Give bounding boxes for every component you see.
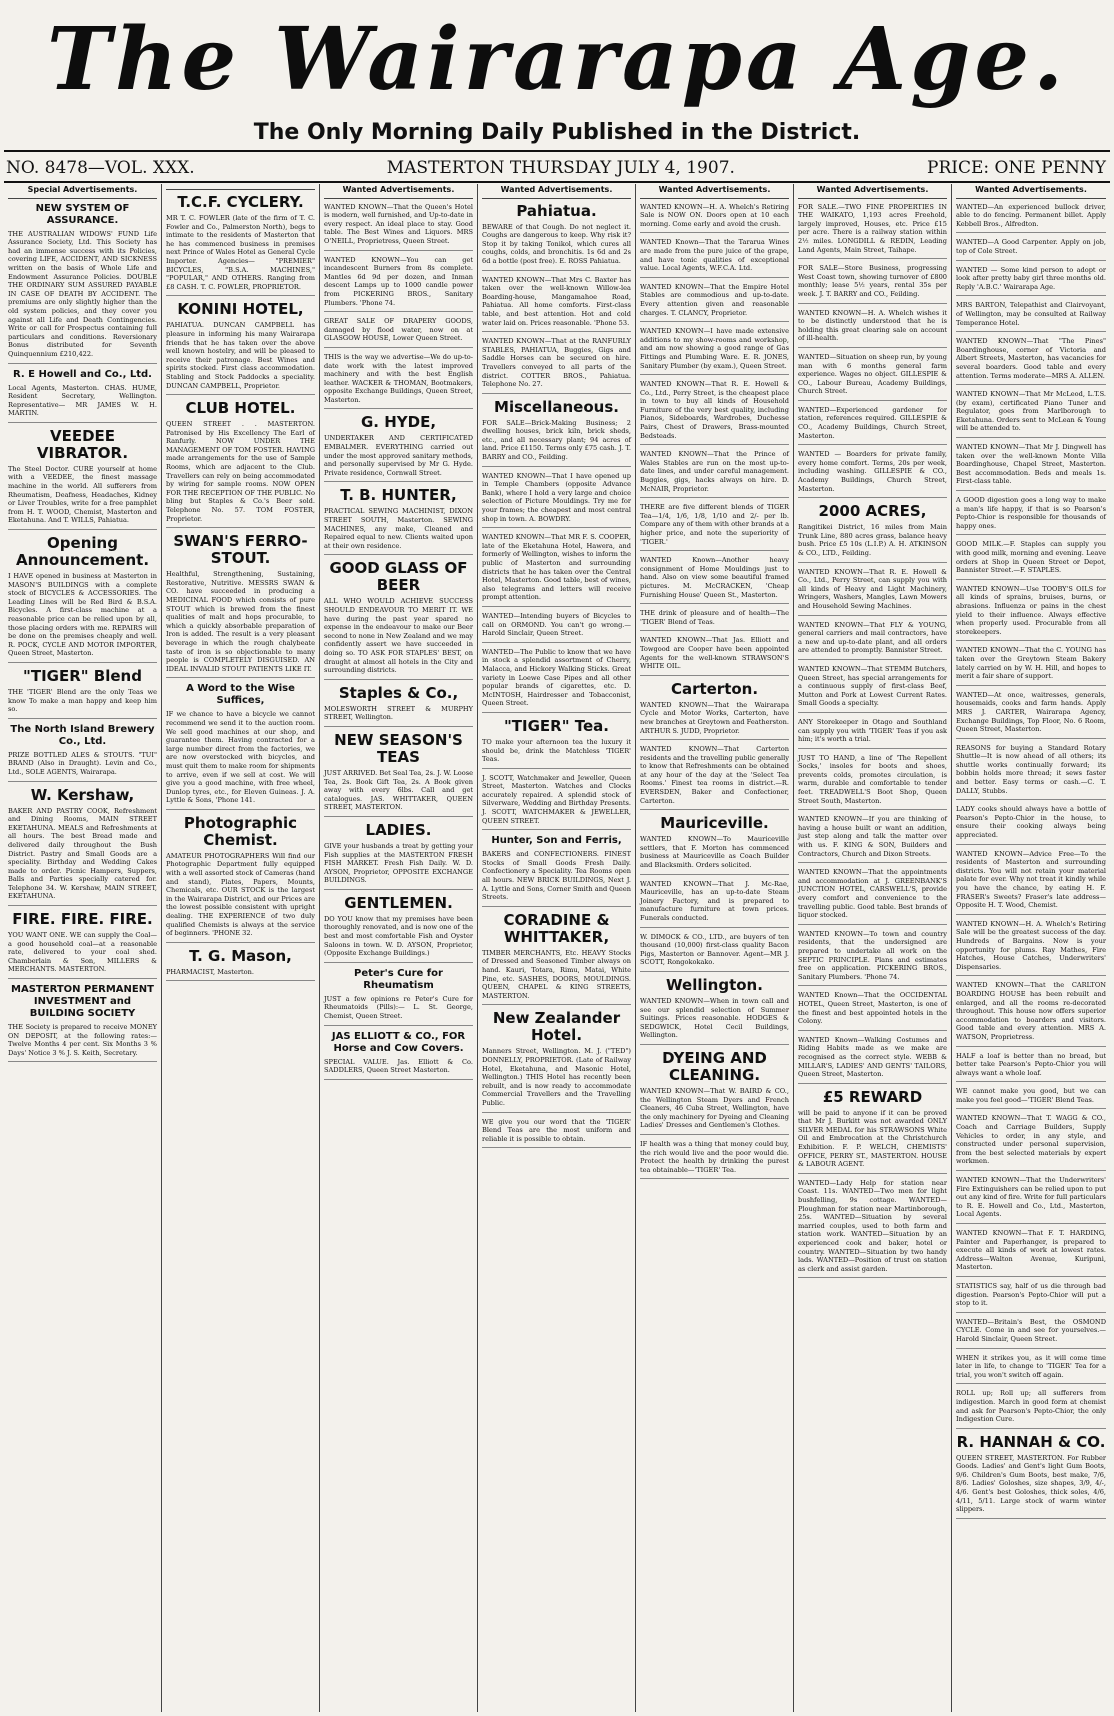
advertisement-title: W. Kershaw,: [30, 785, 135, 804]
rule-bottom: [4, 181, 1110, 183]
column-heading: Wanted Advertisements.: [324, 184, 473, 199]
advertisement-body: WANTED KNOWN—H. A. Whelch's Retiring Sale is NOW ON. Doors open at 10 each morning. Come early and avoid the crush.: [640, 202, 789, 228]
advertisement-body: WANTED KNOWN—You can get incandescent Burners from 8s complete. Mantles 6d 9d per dozen, and Inman descent Lamps up to 1000 candle power from PICKERING BROS., Sanitary Plumbers. 'Phone 74.: [324, 255, 473, 307]
advertisement-title: DYEING AND CLEANING.: [662, 1048, 767, 1084]
advertisement-title: Staples & Co.,: [338, 683, 459, 702]
advertisement-body: BAKERS and CONFECTIONERS. FINEST Stocks of Small Goods Fresh Daily. Confectionery a Speciality. Tea Rooms open all hours. NEW BRICK BUILDINGS, Next J. A. Lyttle and Sons, Corner Smith and Queen Streets.: [482, 850, 631, 902]
column-heading: Wanted Advertisements.: [798, 184, 947, 199]
advertisement: [956, 646, 1106, 685]
advertisement: [640, 450, 789, 498]
column-heading: [166, 184, 315, 190]
advertisement-body: WANTED KNOWN—That the appointments and accommodation at J. GREENBANK'S JUNCTION HOTEL, CARSWELL'S, provide every comfort and convenience to the travelling public. Good table. Best brands of liquor stocked.: [798, 868, 947, 920]
advertisement: [324, 895, 473, 963]
advertisement-body: WANTED KNOWN—That F. T. HARDING, Painter and Paperhanger, is prepared to execute all kinds of work at lowest rates. Address—Walton Avenue, Kuripuni, Masterton.: [956, 1229, 1106, 1272]
advertisement: [640, 238, 789, 277]
advertisement-body: TIMBER MERCHANTS, Etc. HEAVY Stocks of Dressed and Seasoned Timber always on hand. Kauri, Totara, Rimu, Matai, White Pine, etc. SASHES, DOORS, MOULDINGS. QUEEN, CHAPEL & KING STREETS, MASTERTON.: [482, 948, 631, 1000]
advertisement: [324, 968, 473, 1026]
advertisement: [324, 732, 473, 817]
advertisement: [798, 754, 947, 811]
advertisement-body: QUEEN STREET . . MASTERTON. Patronised by His Excellency The Earl of Ranfurly. NOW UNDER THE MANAGEMENT OF TOM FOSTER. HAVING made arrangements for the use of Sample Rooms, which are adjacent to the Club. Travellers can rely on being accommodated by wiring for sample rooms. NOW OPEN FOR THE RECEPTION OF THE PUBLIC. No bling but Staples & Co.'s Beer sold. Telephone No. 57. TOM FOSTER, Proprietor.: [166, 420, 315, 523]
advertisement: [482, 399, 631, 467]
advertisement: [798, 503, 947, 562]
advertisement: [8, 668, 157, 719]
advertisement: [324, 822, 473, 890]
advertisement: [798, 264, 947, 303]
advertisement-body: The Steel Doctor. CURE yourself at home with a VEEDEE, the finest massage machine in the world. All sufferers from Rheumatism, Deafness, Headaches, Kidney or Liver Troubles, write for a free pamphlet from H. T. WOOD, Chemist, Masterton and Eketahuna. And T. WILLS, Pahiatua.: [8, 464, 157, 525]
advertisement: [640, 815, 789, 874]
advertisement: [482, 533, 631, 607]
advertisement-body: WANTED KNOWN—That J. Mc-Rae, Mauriceville, has an up-to-date Steam Joinery Factory, and is prepared to manufacture furniture at town prices. Funerals conducted.: [640, 879, 789, 922]
advertisement-body: WANTED KNOWN—H. A. Whelch wishes it to be distinctly understood that he is holding this great clearing sale on account of ill-health.: [798, 308, 947, 343]
advertisement-title: R. HANNAH & CO.: [956, 1432, 1106, 1451]
advertisement: [166, 194, 315, 296]
column-3: [320, 184, 478, 1712]
advertisement-body: WANTED KNOWN—That R. E. Howell & Co., Ltd., Perry Street, is the cheapest place in town to buy all kinds of Household Furniture of the very best quality, including Pianos, Sideboards, Wardrobes, Duchesse Pairs, Chest of Drawers, Brass-mounted Bedsteads.: [640, 380, 789, 440]
advertisement: [640, 745, 789, 810]
advertisement-body: WANTED KNOWN—That the Prince of Wales Stables are run on the most up-to-date lines, and under careful management. Buggies, gigs, hacks always on hire. D. McNAIR, Proprietor.: [640, 450, 789, 493]
advertisement-title: Peter's Cure for Rheumatism: [354, 967, 443, 991]
advertisement: [482, 835, 631, 907]
advertisement-body: PRIZE BOTTLED ALES & STOUTS. "TUI" BRAND (Also in Draught). Levin and Co., Ltd., SOLE AGENTS, Wairarapa.: [8, 750, 157, 776]
advertisement: [956, 301, 1106, 332]
columns: [4, 184, 1110, 1712]
column-heading: Wanted Advertisements.: [482, 184, 631, 199]
advertisement: [798, 203, 947, 260]
advertisement-title: JAS ELLIOTT & CO., FOR Horse and Cow Covers.: [331, 1030, 466, 1054]
column-7: [952, 184, 1110, 1712]
advertisement-title: T. G. Mason,: [189, 946, 292, 965]
column-heading: Special Advertisements.: [8, 184, 157, 199]
advertisement-title: New Zealander Hotel.: [492, 1009, 621, 1045]
advertisement: [956, 1229, 1106, 1277]
advertisement-title: FIRE. FIRE. FIRE.: [12, 910, 153, 929]
advertisement-body: WANTED KNOWN—That I have opened up in Temple Chambers (opposite Advance Bank), where I hold a very large and choice selection of Picture Mouldings. Try me for your frames; the cheapest and most central shop in town. A. BOWDRY.: [482, 471, 631, 523]
advertisement-body: A GOOD digestion goes a long way to make a man's life happy, if that is so Pearson's Pepto-Chior is responsible for thousands of happy ones.: [956, 496, 1106, 530]
advertisement-body: THE 'TIGER' Blend are the only Teas we know To make a man happy and keep him so.: [8, 687, 157, 714]
advertisement: [956, 203, 1106, 234]
advertisement-body: WANTED KNOWN—That the Queen's Hotel is modern, well furnished, and Up-to-date in every respect. An ideal place to stay. Good table. The Best Wines and Liquors. MRS O'NEILL, Proprietress, Queen Street.: [324, 202, 473, 245]
advertisement-title: Carterton.: [670, 679, 759, 698]
advertisement-body: TO make your afternoon tea the luxury it should be, drink the Matchless 'TIGER' Teas.: [482, 737, 631, 764]
advertisement-body: WANTED Known—Walking Costumes and Riding Habits made as we make are recognised as the correct style. WEBB & MILLAR'S, LADIES' AND GENTS' TAILORS, Queen Street, Masterton.: [798, 1035, 947, 1079]
advertisement-body: WANTED KNOWN—That the Empire Hotel Stables are commodious and up-to-date. Every attention given and reasonable charges. T. CLANCY, Proprietor.: [640, 282, 789, 317]
advertisement: [324, 560, 473, 679]
advertisement-body: J. SCOTT, Watchmaker and Jeweller, Queen Street, Masterton. Watches and Clocks accurately repaired. A splendid stock of Silverware, Wedding and Birthday Presents. J. SCOTT, WATCHMAKER & JEWELLER, QUEEN STREET.: [482, 773, 631, 825]
advertisement: [956, 981, 1106, 1046]
advertisement-body: WANTED KNOWN—That Mr McLeod, L.T.S. (by exam), certificated Piano Tuner and Regulator, goes from Marlborough to Eketahuna. Orders sent to McLean & Young will be attended to.: [956, 390, 1106, 433]
advertisement-title: The North Island Brewery Co., Ltd.: [10, 723, 155, 747]
advertisement-body: WANTED KNOWN—Use TOOBY'S OILS for all kinds of sprains, bruises, burns, or abrasions. Influenza or pains in the chest yield to their influence. Always effective when properly used. Procurable from all storekeepers.: [956, 584, 1106, 636]
advertisement: [640, 880, 789, 928]
dateline: MASTERTON THURSDAY JULY 4, 1907.: [386, 158, 735, 178]
advertisement: [956, 1114, 1106, 1171]
advertisement: [956, 443, 1106, 491]
advertisement-body: WANTED KNOWN—Advice Free—To the residents of Masterton and surrounding districts. You will not retain your material palate for ever. Why not treat it kindly while you have the chance, by eating H. F. FRASER's Sweets? Fraser's late address—Opposite H. T. Wood, Chemist.: [956, 849, 1106, 910]
advertisement-body: Local Agents, Masterton. CHAS. HUME, Resident Secretary, Wellington. Representative— MR JAMES W. H. MARTIN.: [8, 383, 157, 418]
advertisement-body: WANTED KNOWN—That the Underwriters' Fire Extinguishers can be relied upon to put out any kind of fire. Write for full particulars to R. E. Howell and Co., Ltd., Masterton, Local Agents.: [956, 1176, 1106, 1219]
advertisement-title: SWAN'S FERRO-STOUT.: [173, 532, 308, 568]
advertisement: [324, 256, 473, 313]
advertisement-body: IF health was a thing that money could buy, the rich would live and the poor would die. Protect the health by drinking the purest tea obtainable—'TIGER' Tea.: [640, 1139, 789, 1174]
advertisement: [166, 683, 315, 810]
advertisement-body: LADY cooks should always have a bottle of Pearson's Pepto-Chior in the house, to ensure their cooking always being appreciated.: [956, 805, 1106, 840]
advertisement-body: WANTED—An experienced bullock driver, able to do fencing. Permanent billet. Apply Kebbell Bros., Alfredton.: [956, 202, 1106, 228]
advertisement-body: WANTED KNOWN—That the Wairarapa Cycle and Motor Works, Carterton, have new branches at Greytown and Featherston. ARTHUR S. JUDD, Proprietor.: [640, 700, 789, 735]
advertisement-body: WANTED KNOWN—To Mauriceville settlers, that F. Morton has commenced business at Mauriceville as Coach Builder and Blacksmith. Orders solicited.: [640, 835, 789, 870]
advertisement: [640, 283, 789, 322]
advertisement-title: NEW SEASON'S TEAS: [334, 730, 463, 766]
advertisement-body: WANTED KNOWN—That "The Pines" Boardinghouse, corner of Victoria and Albert Streets, Masterton, has vacancies for several boarders. Good table and every attention. Terms moderate—MRS A. ALLEN.: [956, 337, 1106, 380]
advertisement-body: FOR SALE—Brick-Making Business; 2 dwelling houses, brick kiln, brick sheds, etc., and all necessary plant; 94 acres of land. Price £1150. Terms only £75 cash. J. T. BARRY and CO., Feilding.: [482, 418, 631, 462]
advertisement-body: ROLL up; Roll up; all sufferers from indigestion. March in good form at chemist and ask for Pearson's Pepto-Chior, the only Indigestion Cure.: [956, 1389, 1106, 1424]
advertisement-body: THE AUSTRALIAN WIDOWS' FUND Life Assurance Society, Ltd. This Society has had an immense success with its Policies, covering LIFE, ACCIDENT, AND SICKNESS written on the basis of Whole Life and Endowment Assurance Policies. DOUBLE THE ORDINARY SUM ASSURED PAYABLE IN CASE OF DEATH BY ACCIDENT. The premiums are only slightly higher than the old system policies, and they cover you against all Life and Death Contingencies. Write or call for Prospectus containing full particulars and conditions. Reversionary Bonus distributed for Seventh Quinquennium £210,422.: [8, 229, 157, 358]
advertisement-body: WANTED KNOWN—To town and country residents, that the undersigned are prepared to undertake all work on the SEPTIC PRINCIPLE. Plans and estimates free on application. PICKERING BROS., Sanitary Plumbers. 'Phone 74.: [798, 929, 947, 981]
issue-number: NO. 8478—VOL. XXX.: [6, 158, 195, 178]
advertisement-body: FOR SALE.—TWO FINE PROPERTIES IN THE WAIKATO, 1,193 acres Freehold, largely improved, Houses, etc. Price £15 per acre. There is a railway station within 2½ miles. LONGDILL & REDIN, Leading Land Agents, Main Street, Taihape.: [798, 202, 947, 254]
advertisement-body: GREAT SALE OF DRAPERY GOODS, damaged by flood water, now on at GLASGOW HOUSE, Lower Queen Street.: [324, 317, 473, 343]
advertisement: [956, 337, 1106, 385]
advertisement-body: WANTED—Situation on sheep run, by young man with 6 months general farm experience. Wages no object. GILLESPIE & CO., Labour Bureau, Academy Buildings, Church Street.: [798, 352, 947, 396]
advertisement-title: R. E Howell and Co., Ltd.: [13, 368, 152, 380]
advertisement-title: A Word to the Wise Suffices,: [186, 683, 295, 707]
advertisement-title: MASTERTON PERMANENT INVESTMENT and BUILDING SOCIETY: [11, 984, 154, 1020]
advertisement: [640, 380, 789, 445]
advertisement: [482, 612, 631, 643]
advertisement-body: WANTED KNOWN—That the C. YOUNG has taken over the Greytown Steam Bakery lately carried on by W. H. Hill, and hopes to merit a fair share of support.: [956, 646, 1106, 681]
advertisement: [956, 1354, 1106, 1385]
advertisement-body: YOU WANT ONE. WE can supply the Coal—a good household coal—at a reasonable rate, delivered to your coal shed. Chamberlain & Son, MILLERS & MERCHANTS. MASTERTON.: [8, 931, 157, 974]
advertisement-body: WANTED Known—That the OCCIDENTAL HOTEL, Queen Street, Masterton, is one of the finest and best appointed hotels in the Colony.: [798, 991, 947, 1026]
advertisement: [324, 203, 473, 251]
advertisement: [798, 353, 947, 401]
advertisement: [798, 718, 947, 749]
advertisement-title: "TIGER" Tea.: [503, 716, 609, 735]
column-1: [4, 184, 162, 1712]
advertisement-body: THIS is the way we advertise—We do up-to-date work with the latest improved machinery and with the best English leather. WACKER & THOMAN, Bootmakers, opposite Exchange Buildings, Queen Street, Masterton.: [324, 352, 473, 404]
advertisement: [956, 805, 1106, 844]
advertisement-body: WANTED KNOWN—That STEMM Butchers, Queen Street, has special arrangements for a continuous supply of first-class Beef, Mutton and Pork at Lowest Current Rates. Small Goods a specialty.: [798, 664, 947, 708]
advertisement-body: HALF a loaf is better than no bread, but better take Pearson's Pepto-Chior you will always want a whole loaf.: [956, 1051, 1106, 1077]
advertisement-title: G. HYDE,: [360, 413, 437, 432]
advertisement: [956, 1434, 1106, 1519]
advertisement: [798, 621, 947, 660]
advertisement-body: WE cannot make you good, but we can make you feel good—'TIGER' Blend Teas.: [956, 1087, 1106, 1104]
advertisement-body: DO YOU know that my premises have been thoroughly renovated, and is now one of the best and most comfortable Fish and Oyster Saloons in town. W. D. AYSON, Proprietor, (Opposite Exchange Buildings.): [324, 914, 473, 958]
advertisement-body: WANTED KNOWN—That R. E. Howell & Co., Ltd., Perry Street, can supply you with all kinds of Heavy and Light Machinery, Wringers, Washers, Mangles, Lawn Mowers and Household Sewing Machines.: [798, 567, 947, 610]
advertisement: [956, 1389, 1106, 1428]
advertisement: [482, 1010, 631, 1112]
advertisement-body: WANTED KNOWN—That at the RANFURLY STABLES, PAHIATUA, Buggies, Gigs and Saddle Horses can be secured on hire. Travellers conveyed to all parts of the district. COTTER BROS., Pahiatua. Telephone No. 27.: [482, 337, 631, 389]
column-2: [162, 184, 320, 1712]
advertisement-title: GOOD GLASS OF BEER: [329, 559, 468, 595]
advertisement-body: WANTED KNOWN—That the CARLTON BOARDING HOUSE has been rebuilt and enlarged, and all the rooms re-decorated throughout. This house now offers superior accommodation to boarders and visitors. Good table and every attention. MRS A. WATSON, Proprietress.: [956, 981, 1106, 1041]
advertisement-title: Mauriceville.: [660, 814, 769, 833]
advertisement: [324, 685, 473, 727]
advertisement-body: WHEN it strikes you, as it will come time later in life, to change to 'TIGER' Tea for a trial, you won't switch off again.: [956, 1353, 1106, 1379]
advertisement-body: ANY Storekeeper in Otago and Southland can supply you with 'TIGER' Teas if you ask him; it's worth a trial.: [798, 717, 947, 744]
advertisement: [640, 977, 789, 1045]
advertisement-body: THE drink of pleasure and of health—The 'TIGER' Blend of Teas.: [640, 609, 789, 626]
advertisement: [956, 238, 1106, 260]
advertisement: [956, 1176, 1106, 1224]
advertisement-body: WANTED KNOWN—That MR F. S. COOPER, late of the Eketahuna Hotel, Hawera, and formerly of Wellington, wishes to inform the public of Masterton and surrounding districts that he has taken over the Central Hotel, Masterton. Good table, best of wines, also telegrams and letters will receive prompt attention.: [482, 533, 631, 602]
advertisement: [8, 369, 157, 423]
advertisement: [166, 948, 315, 982]
advertisement-title: GENTLEMEN.: [344, 893, 453, 912]
advertisement: [482, 337, 631, 394]
advertisement-body: JUST TO HAND, a line of 'The Repellent Socks,' insoles for boots and shoes, prevents colds, promotes circulation, is warm, durable and comfortable to tender feet. TREADWELL'S Boot Shop, Queen Street South, Masterton.: [798, 753, 947, 805]
advertisement: [8, 203, 157, 364]
advertisement-body: PHARMACIST, Masterton.: [166, 967, 254, 976]
advertisement: [640, 203, 789, 234]
advertisement: [482, 774, 631, 831]
price: PRICE: ONE PENNY: [927, 158, 1106, 178]
advertisement-body: BEWARE of that Cough. Do not neglect it. Coughs are dangerous to keep. Why risk it? Stop it by taking Tonikol, which cures all coughs, colds, and bronchitis. 1s 6d and 2s 6d a bottle (post free). E. ROSS Pahiatua.: [482, 222, 631, 265]
advertisement-body: ALL WHO WOULD ACHIEVE SUCCESS SHOULD ENDEAVOUR TO MERIT IT. WE have during the past year spared no expense in the endeavour to make our Beer second to none in New Zealand and we may confidently assert we have succeeded in doing so. TO ASK FOR STAPLES' BEST, on draught at almost all hotels in the City and surrounding districts.: [324, 597, 473, 675]
advertisement: [482, 1118, 631, 1149]
advertisement-title: Photographic Chemist.: [183, 813, 298, 849]
advertisement: [956, 744, 1106, 801]
advertisement: [482, 472, 631, 529]
advertisement: [640, 681, 789, 740]
advertisement-body: WANTED KNOWN—That FLY & YOUNG, general carriers and mail contractors, have a new and up-to-date plant, and all orders are attended to promptly. Bannister Street.: [798, 620, 947, 655]
advertisement: [640, 609, 789, 631]
advertisement: [956, 1318, 1106, 1349]
advertisement: [956, 850, 1106, 915]
advertisement-body: Rangitikei District, 16 miles from Main Trunk Line, 880 acres grass, balance heavy bush. Price £5 10s (L.I.P.) A. H. ATKINSON & CO., LTD., Feilding.: [798, 523, 947, 557]
newspaper-title: The Wairarapa Age.: [46, 9, 1068, 110]
advertisement-body: UNDERTAKER AND CERTIFICATED EMBALMER. EVERYTHING carried out under the most approved sanitary methods, and personally supervised by Mr G. Hyde. Private residence, Cornwall Street.: [324, 434, 473, 477]
advertisement-body: WANTED—Experienced gardener for station, references required. GILLESPIE & CO., Academy Buildings, Church Street, Masterton.: [798, 405, 947, 440]
advertisement-body: WANTED KNOWN—That Jas. Elliott and Towgood are Cooper have been appointed Agents for the well-known STRAWSON'S WHITE OIL.: [640, 636, 789, 671]
advertisement: [956, 266, 1106, 297]
advertisement-body: MR T. C. FOWLER (late of the firm of T. C. Fowler and Co., Palmerston North), begs to intimate to the residents of Masterton that he has commenced business in premises next Prince of Wales Hotel as General Cycle Importer. Agencies— "PREMIER" BICYCLES, "B.S.A. MACHINES," "POPULAR," AND OTHERS. Ranging from £8 CASH. T. C. FOWLER, PROPRIETOR.: [166, 214, 315, 291]
advertisement: [324, 414, 473, 482]
advertisement-body: WANTED KNOWN—That Mr J. Dingwell has taken over the well-known Monte Villa Boardinghouse, Chapel Street, Masterton. Best accommodation. Beds and meals 1s. First-class table.: [956, 443, 1106, 486]
advertisement-body: WANTED KNOWN—When in town call and see our splendid selection of Summer Suitings. Prices reasonable. HODGES & SEDGWICK, Hotel Cecil Buildings, Wellington.: [640, 996, 789, 1040]
advertisement-title: Hunter, Son and Ferris,: [491, 835, 622, 847]
advertisement: [798, 450, 947, 498]
advertisement-body: will be paid to anyone if it can be proved that Mr J. Burkitt was not awarded ONLY SILVER MEDAL for his STRAWSONS White Oil and Embrocation at the Christchurch Exhibition. F. P. WELCH, CHEMISTS' OFFICE, PERRY ST., MASTERTON. HOUSE & LABOUR AGENT.: [798, 1108, 947, 1169]
advertisement-body: Manners Street, Wellington. M. J. ("TED") DONNELLY, PROPRIETOR. (Late of Railway Hotel, Eketahuna, and Masonic Hotel, Wellington.) THIS Hotel has recently been rebuilt, and is now ready to accommodate Commercial Travellers and the Travelling Public.: [482, 1047, 631, 1107]
advertisement-body: THE Society is prepared to receive MONEY ON DEPOSIT, at the following rates:— Twelve Months 4 per cent. Six Months 3 % Days' Notice 3 % J. S. Keith, Secretary.: [8, 1023, 157, 1057]
advertisement: [324, 487, 473, 555]
advertisement-body: MRS BARTON, Telepathist and Clairvoyant, of Wellington, may be consulted at Railway Temperance Hotel.: [956, 301, 1106, 327]
advertisement: [482, 718, 631, 769]
advertisement: [8, 428, 157, 530]
advertisement: [798, 930, 947, 987]
advertisement: [798, 1036, 947, 1084]
advertisement-body: REASONS for buying a Standard Rotary Shuttle—It is now ahead of all others; its shuttle works continually forward; its bobbin holds more thread; it sews faster and better. Easy terms or cash.—C. T. DALLY, Stubbs.: [956, 743, 1106, 795]
advertisement-body: AMATEUR PHOTOGRAPHERS Will find our Photographic Department fully equipped with a well assorted stock of Cameras (hand and stand), Plates, Papers, Mounts, Chemicals, etc. OUR STOCK is the largest in the Wairarapa District, and our Prices are the lowest possible consistent with upright dealing. THE EXPERIENCE of two duly qualified Chemists is always at the service of beginners. 'PHONE 32.: [166, 851, 315, 938]
advertisement-body: W. DIMOCK & CO., LTD., are buyers of ten thousand (10,000) first-class quality Bacon Pigs, Masterton or Bannover. Agent—MR J. SCOTT, Rongokokako.: [640, 932, 789, 967]
advertisement: [640, 1050, 789, 1135]
advertisement-body: WANTED KNOWN—That T. WAGG & CO., Coach and Carriage Builders, Supply Vehicles to order, in any style, and constructed under personal supervision, from the best selected materials by expert workmen.: [956, 1114, 1106, 1166]
advertisement-body: WANTED KNOWN—That Carterton residents and the travelling public generally to know that Refreshments can be obtained at any hour of the day at the 'Select Tea Rooms.' Finest tea rooms in district.—R. EVERSDEN, Baker and Confectioner, Carterton.: [640, 745, 789, 805]
advertisement: [956, 540, 1106, 579]
advertisement: [798, 309, 947, 348]
advertisement-body: PAHIATUA. DUNCAN CAMPBELL has pleasure in informing his many Wairarapa friends that he has taken over the above well known hostelry, and will be pleased to receive their patronage. Best Wines and spirits stocked. First class accommodation. Stabling and Stock Paddocks a speciality. DUNCAN CAMPBELL, Proprietor.: [166, 321, 315, 390]
advertisement-body: WANTED—Intending buyers of Bicycles to call on ORMOND. You can't go wrong.—Harold Sinclair, Queen Street.: [482, 611, 631, 638]
advertisement-title: T. B. HUNTER,: [340, 486, 457, 505]
advertisement-title: LADIES.: [365, 820, 432, 839]
advertisement-body: QUEEN STREET, MASTERTON. For Rubber Goods. Ladies' and Gent's light Gum Boots, 9/6. Children's Gum Boots, best make, 7/6, 8/6. Ladies' Goloshes, size shapes, 3/9, 4/-, 4/6. Gent's best Goloshes, thick soles, 4/6, 4/11, 5/11. Large stock of warm winter slippers.: [956, 1453, 1106, 1514]
advertisement-body: WANTED Known—Another heavy consignment of Home Mouldings just to hand. Also on view some beautiful framed pictures. M. McCRACKEN, 'Cheap Furnishing House' Queen St., Masterton.: [640, 556, 789, 599]
advertisement-body: WANTED KNOWN—I have made extensive additions to my show-rooms and workshop, and am now showing a good range of Gas Fittings and Plumbing Ware. E. R. JONES, Sanitary Plumber (by exam.), Queen Street.: [640, 327, 789, 370]
advertisement-body: WANTED KNOWN—H. A. Whelch's Retiring Sale will be the greatest success of the day. Hundreds of Bargains. Now is your opportunity for plums. Ray Mathes, Fire Hatches, House Catches, Underwriters' Dispensaries.: [956, 919, 1106, 971]
rule-top: [4, 150, 1110, 152]
advertisement: [956, 390, 1106, 438]
advertisement-title: "TIGER" Blend: [23, 666, 142, 685]
advertisement-body: GOOD MILK.—F. Staples can supply you with good milk, morning and evening. Leave orders at Shop in Queen Street or Depot, Bannister Street.—F. STAPLES.: [956, 540, 1106, 575]
column-5: [636, 184, 794, 1712]
advertisement: [798, 991, 947, 1030]
column-6: [794, 184, 952, 1712]
advertisement-title: Opening Announcement.: [15, 534, 150, 570]
advertisement-body: WANTED—At once, waitresses, generals, housemaids, cooks and farm hands. Apply MRS J. CARTER, Wairarapa Agency, Exchange Buildings, Top Floor, No. 6 Room, Queen Street, Masterton.: [956, 690, 1106, 734]
advertisement: [798, 815, 947, 863]
advertisement-title: VEEDEE VIBRATOR.: [36, 426, 129, 462]
advertisement-body: PRACTICAL SEWING MACHINIST, DIXON STREET SOUTH, Masterton. SEWING MACHINES, any make, Cleaned and Repaired equal to new. Clients waited upon at their own residence.: [324, 507, 473, 550]
advertisement: [956, 1052, 1106, 1083]
advertisement-body: THERE are five different blends of TIGER Tea—1/4, 1/6, 1/8, 1/10 and 2/- per lb. Compare any of them with other brands at a higher price, and note the superiority of 'TIGER.': [640, 503, 789, 546]
advertisement: [956, 920, 1106, 977]
advertisement: [482, 648, 631, 713]
advertisement-body: WANTED KNOWN—That Mrs C. Baxter has taken over the well-known Willow-lea Boarding-house, Mangamahoe Road, Pahiatua. All home comforts. First-class table, and best attention. Hot and cold water laid on. Prices reasonable. 'Phone 53.: [482, 275, 631, 327]
advertisement-body: WANTED — Boarders for private family, every home comfort. Terms, 20s per week, including washing. GILLESPIE & CO., Academy Buildings, Church Street, Masterton.: [798, 450, 947, 493]
advertisement-title: CORADINE & WHITTAKER,: [503, 910, 610, 946]
advertisement: [166, 815, 315, 943]
advertisement: [640, 1140, 789, 1179]
advertisement-body: GIVE your husbands a treat by getting your Fish supplies at the MASTERTON FRESH FISH MARKET. Fresh Fish Daily. W. D. AYSON, Proprietor, OPPOSITE EXCHANGE BUILDINGS.: [324, 841, 473, 885]
advertisement-body: BAKER AND PASTRY COOK, Refreshment and Dining Rooms, MAIN STREET EKETAHUNA. MEALS and Refreshments at all hours. The best Bread made and delivered daily throughout the Bush District. Pastry and Small Goods are a speciality. Birthday and Wedding Cakes made to order. Picnic Hampers, Suppers, Balls and Parties specially catered for. Telephone 34. W. Kershaw, MAIN STREET, EKETAHUNA.: [8, 806, 157, 901]
advertisement-body: WANTED—Lady Help for station near Coast. 11s. WANTED—Two men for light bushfelling, 9s cottage. WANTED—Ploughman for station near Martinborough, 25s. WANTED—Situation by several married couples, used to both farm and station work. WANTED—Situation by an experienced cook and baker, hotel or country. WANTED—Situation by two handy lads. WANTED—Position of trust on station as clerk and assist garden.: [798, 1178, 947, 1273]
column-heading: Wanted Advertisements.: [640, 184, 789, 199]
advertisement: [798, 1179, 947, 1279]
advertisement-title: Miscellaneous.: [494, 397, 619, 416]
advertisement: [482, 203, 631, 271]
advertisement: [798, 568, 947, 616]
advertisement: [324, 1031, 473, 1080]
advertisement: [640, 556, 789, 604]
advertisement: [956, 585, 1106, 642]
advertisement-body: WANTED—Britain's Best, the OSMOND CYCLE. Come in and see for yourselves.—Harold Sinclair, Queen Street.: [956, 1317, 1106, 1343]
advertisement-body: WANTED—A Good Carpenter. Apply on job, top of Cole Street.: [956, 238, 1106, 255]
advertisement-body: Healthful, Strengthening, Sustaining, Restorative, Nutritive. MESSRS SWAN & CO. have succeeded in producing a MEDICINAL FOOD which consists of pure STOUT which is brewed from the finest qualities of malt and hops procurable, to which a quickly absorbable preparation of Iron is added. The result is a very pleasant beverage in which the rough chalybeate taste of iron is so objectionable to many people is COMPLETELY DISGUISED. AN IDEAL INVALID STOUT PATIENTS LIKE IT.: [166, 570, 315, 673]
advertisement: [8, 724, 157, 782]
issue-line: [6, 156, 1106, 180]
advertisement-title: Pahiatua.: [516, 201, 597, 220]
advertisement-title: CLUB HOTEL.: [185, 399, 296, 418]
advertisement: [956, 496, 1106, 535]
column-4: [478, 184, 636, 1712]
advertisement: [8, 535, 157, 663]
advertisement: [956, 691, 1106, 739]
advertisement-body: SPECIAL VALUE. Jas. Elliott & Co. SADDLERS, Queen Street Masterton.: [324, 1057, 473, 1075]
tagline: The Only Morning Daily Published in the District.: [253, 120, 861, 145]
advertisement-body: IF we chance to have a bicycle we cannot recommend we send it to the auction room. We sell good machines at our shop, and guarantee them. Having contracted for a large number direct from the factories, we are now overstocked with bicycles, and must quit them to make room for shipments to arrive, even if we sell at cost. We will give you a good machine, with free wheel, Dunlop tyres, etc., for Eleven Guineas. J. A. Lyttle & Sons, 'Phone 141.: [166, 710, 315, 805]
advertisement-title: Wellington.: [666, 975, 763, 994]
advertisement-body: JUST a few opinions re Peter's Cure for Rheumatoids (Pills):— L. St. George, Chemist, Queen Street.: [324, 994, 473, 1021]
advertisement-body: WANTED — Some kind person to adopt or look after pretty baby girl three months old. Reply 'A.B.C.' Wairarapa Age.: [956, 265, 1106, 291]
advertisement-title: £5 REWARD: [822, 1087, 923, 1106]
advertisement: [640, 327, 789, 375]
advertisement: [8, 984, 157, 1062]
masthead: [0, 0, 1114, 118]
advertisement: [8, 787, 157, 907]
advertisement: [8, 911, 157, 979]
advertisement: [798, 665, 947, 713]
advertisement: [640, 503, 789, 551]
advertisement-body: WE give you our word that the 'TIGER' Blend Teas are the most uniform and reliable it is possible to obtain.: [482, 1117, 631, 1143]
advertisement-body: STATISTICS say, half of us die through bad digestion. Pearson's Pepto-Chior will put a stop to it.: [956, 1281, 1106, 1308]
advertisement-body: FOR SALE—Store Business, progressing West Coast town, showing turnover of £800 monthly; lease 5½ years, rental 35s per week. J. T. BARRY and CO., Feilding.: [798, 264, 947, 298]
advertisement-title: 2000 ACRES,: [818, 502, 927, 521]
advertisement: [798, 406, 947, 445]
advertisement: [640, 636, 789, 675]
advertisement: [798, 868, 947, 925]
advertisement: [324, 317, 473, 348]
advertisement-title: T.C.F. CYCLERY.: [177, 193, 304, 211]
advertisement-body: JUST ARRIVED. Bet Seal Tea, 2s. J. W. Loose Tea, 2s. Book Gift Tea, 2s. A Book given away with every 6lbs. Call and get catalogues. JAS. WHITTAKER, QUEEN STREET, MASTERTON.: [324, 768, 473, 812]
advertisement: [640, 933, 789, 972]
advertisement: [956, 1087, 1106, 1109]
advertisement-body: WANTED—The Public to know that we have in stock a splendid assortment of Cherry, Malacca, and Hickory Walking Sticks. Great variety in Loewe Case Pipes and all other popular brands of cigarettes, etc. D. McINTOSH, Hairdresser and Tobacconist, Queen Street.: [482, 647, 631, 708]
advertisement: [166, 400, 315, 528]
advertisement-title: KONINI HOTEL,: [177, 300, 304, 319]
advertisement: [166, 301, 315, 395]
advertisement-body: WANTED Known—That the Tararua Wines are made from the pure juice of the grape, and have tonic qualities of exceptional value. Local Agents, W.F.C.A. Ltd.: [640, 238, 789, 273]
advertisement-body: WANTED KNOWN—That W. BAIRD & CO., the Wellington Steam Dyers and French Cleaners, 46 Cuba Street, Wellington, have the only machinery for Dyeing and Cleaning Ladies' Dresses and Gentlemen's Clothes.: [640, 1086, 789, 1130]
advertisement-title: NEW SYSTEM OF ASSURANCE.: [35, 202, 130, 226]
advertisement-body: I HAVE opened in business at Masterton in MASON'S BUILDINGS with a complete stock of BICYCLES & ACCESSORIES. The Leading Lines will be Red Bird & B.S.A. Bicycles. A first-class machine at a reasonable price can be relied upon by all, those placing orders with me. REPAIRS will be done on the premises cheaply and well. R. POCK, CYCLE AND MOTOR IMPORTER, Queen Street, Masterton.: [8, 572, 157, 658]
advertisement: [482, 912, 631, 1006]
advertisement: [482, 276, 631, 333]
advertisement-body: MOLESWORTH STREET & MURPHY STREET, Wellington.: [324, 704, 473, 722]
column-heading: Wanted Advertisements.: [956, 184, 1106, 199]
advertisement: [166, 533, 315, 678]
advertisement: [324, 353, 473, 410]
advertisement: [956, 1282, 1106, 1313]
advertisement: [798, 1089, 947, 1174]
advertisement-body: WANTED KNOWN—If you are thinking of having a house built or want an addition, just step along and talk the matter over with us. F. KING & SON, Builders and Contractors, Church and Dixon Streets.: [798, 815, 947, 858]
